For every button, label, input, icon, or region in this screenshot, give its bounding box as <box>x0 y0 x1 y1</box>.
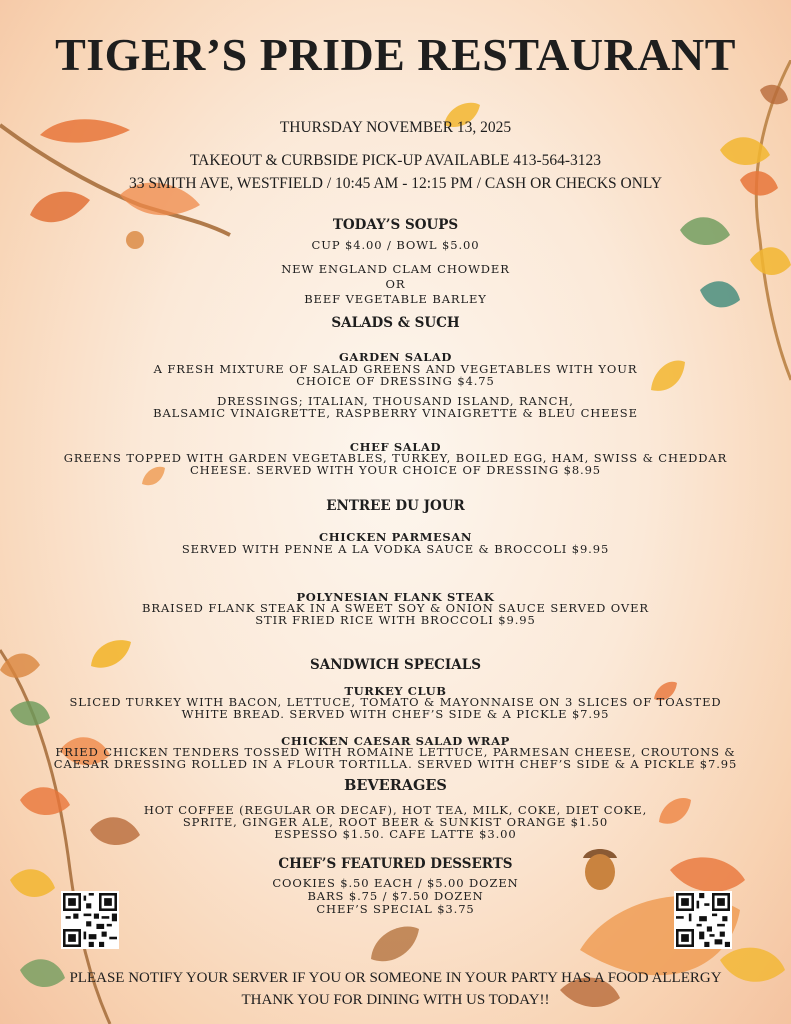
soup-price: CUP $4.00 / BOWL $5.00 <box>311 238 480 252</box>
sandwich-2-desc-1: FRIED CHICKEN TENDERS TOSSED WITH ROMAINE LETTUCE, PARMESAN CHEESE, CROUTONS & <box>55 745 736 759</box>
desserts-line-3: CHEF’S SPECIAL $3.75 <box>316 902 475 916</box>
garden-salad-desc-1: A FRESH MIXTURE OF SALAD GREENS AND VEGETABLES WITH YOUR <box>153 362 638 376</box>
entree-2-desc-1: BRAISED FLANK STEAK IN A SWEET SOY & ONION SAUCE SERVED OVER <box>142 601 649 615</box>
beverages-heading: BEVERAGES <box>344 777 447 794</box>
restaurant-title: TIGER’S PRIDE RESTAURANT <box>55 29 736 80</box>
desserts-heading: CHEF’S FEATURED DESSERTS <box>278 856 513 872</box>
garden-salad-desc-2: CHOICE OF DRESSING $4.75 <box>296 374 495 388</box>
salads-heading: SALADS & SUCH <box>331 315 460 331</box>
sandwich-1-desc-1: SLICED TURKEY WITH BACON, LETTUCE, TOMATO & MAYONNAISE ON 3 SLICES OF TOASTED <box>69 695 722 709</box>
entree-1-desc: SERVED WITH PENNE A LA VODKA SAUCE & BROCCOLI $9.95 <box>181 542 610 556</box>
sandwiches-heading: SANDWICH SPECIALS <box>310 657 481 673</box>
desserts-line-1: COOKIES $.50 EACH / $5.00 DOZEN <box>272 876 519 890</box>
beverages-line-3: ESPESSO $1.50. CAFE LATTE $3.00 <box>274 827 517 841</box>
sandwich-2-name: CHICKEN CAESAR SALAD WRAP <box>281 734 510 748</box>
soup-1: NEW ENGLAND CLAM CHOWDER <box>281 262 510 276</box>
dressings-line-1: DRESSINGS; ITALIAN, THOUSAND ISLAND, RANCH, <box>217 394 574 408</box>
beverages-line-2: SPRITE, GINGER ALE, ROOT BEER & SUNKIST ORANGE $1.50 <box>182 815 609 829</box>
desserts-line-2: BARS $.75 / $7.50 DOZEN <box>307 889 484 903</box>
entree-2-name: POLYNESIAN FLANK STEAK <box>296 590 495 604</box>
soup-or: OR <box>385 277 406 291</box>
entree-heading: ENTREE DU JOUR <box>326 498 465 514</box>
garden-salad-name: GARDEN SALAD <box>339 350 452 364</box>
soups-heading: TODAY’S SOUPS <box>332 217 459 233</box>
chef-salad-name: CHEF SALAD <box>349 440 442 454</box>
sandwich-1-name: TURKEY CLUB <box>344 684 447 698</box>
sandwich-2-desc-2: CAESAR DRESSING ROLLED IN A FLOUR TORTILLA. SERVED WITH CHEF’S SIDE & A PICKLE $7.95 <box>53 757 738 771</box>
beverages-line-1: HOT COFFEE (REGULAR OR DECAF), HOT TEA, MILK, COKE, DIET COKE, <box>143 803 648 817</box>
allergy-notice: PLEASE NOTIFY YOUR SERVER IF YOU OR SOMEONE IN YOUR PARTY HAS A FOOD ALLERGY <box>69 970 722 986</box>
chef-salad-desc-2: CHEESE. SERVED WITH YOUR CHOICE OF DRESSING $8.95 <box>189 463 602 477</box>
dressings-line-2: BALSAMIC VINAIGRETTE, RASPBERRY VINAIGRETTE & BLEU CHEESE <box>153 406 638 420</box>
entree-1-name: CHICKEN PARMESAN <box>319 530 472 544</box>
qr-code-right-icon[interactable] <box>674 891 732 949</box>
takeout-info: TAKEOUT & CURBSIDE PICK-UP AVAILABLE 413-564-3123 <box>189 152 602 169</box>
soup-2: BEEF VEGETABLE BARLEY <box>304 292 487 306</box>
menu-date: THURSDAY NOVEMBER 13, 2025 <box>279 119 512 136</box>
chef-salad-desc-1: GREENS TOPPED WITH GARDEN VEGETABLES, TURKEY, BOILED EGG, HAM, SWISS & CHEDDAR <box>63 451 728 465</box>
entree-2-desc-2: STIR FRIED RICE WITH BROCCOLI $9.95 <box>255 613 536 627</box>
address-hours: 33 SMITH AVE, WESTFIELD / 10:45 AM - 12:15 PM / CASH OR CHECKS ONLY <box>128 175 663 192</box>
qr-code-left-icon[interactable] <box>61 891 119 949</box>
autumn-leaf-icon <box>365 915 425 970</box>
thank-you-note: THANK YOU FOR DINING WITH US TODAY!! <box>241 992 550 1008</box>
sandwich-1-desc-2: WHITE BREAD. SERVED WITH CHEF’S SIDE & A PICKLE $7.95 <box>181 707 610 721</box>
